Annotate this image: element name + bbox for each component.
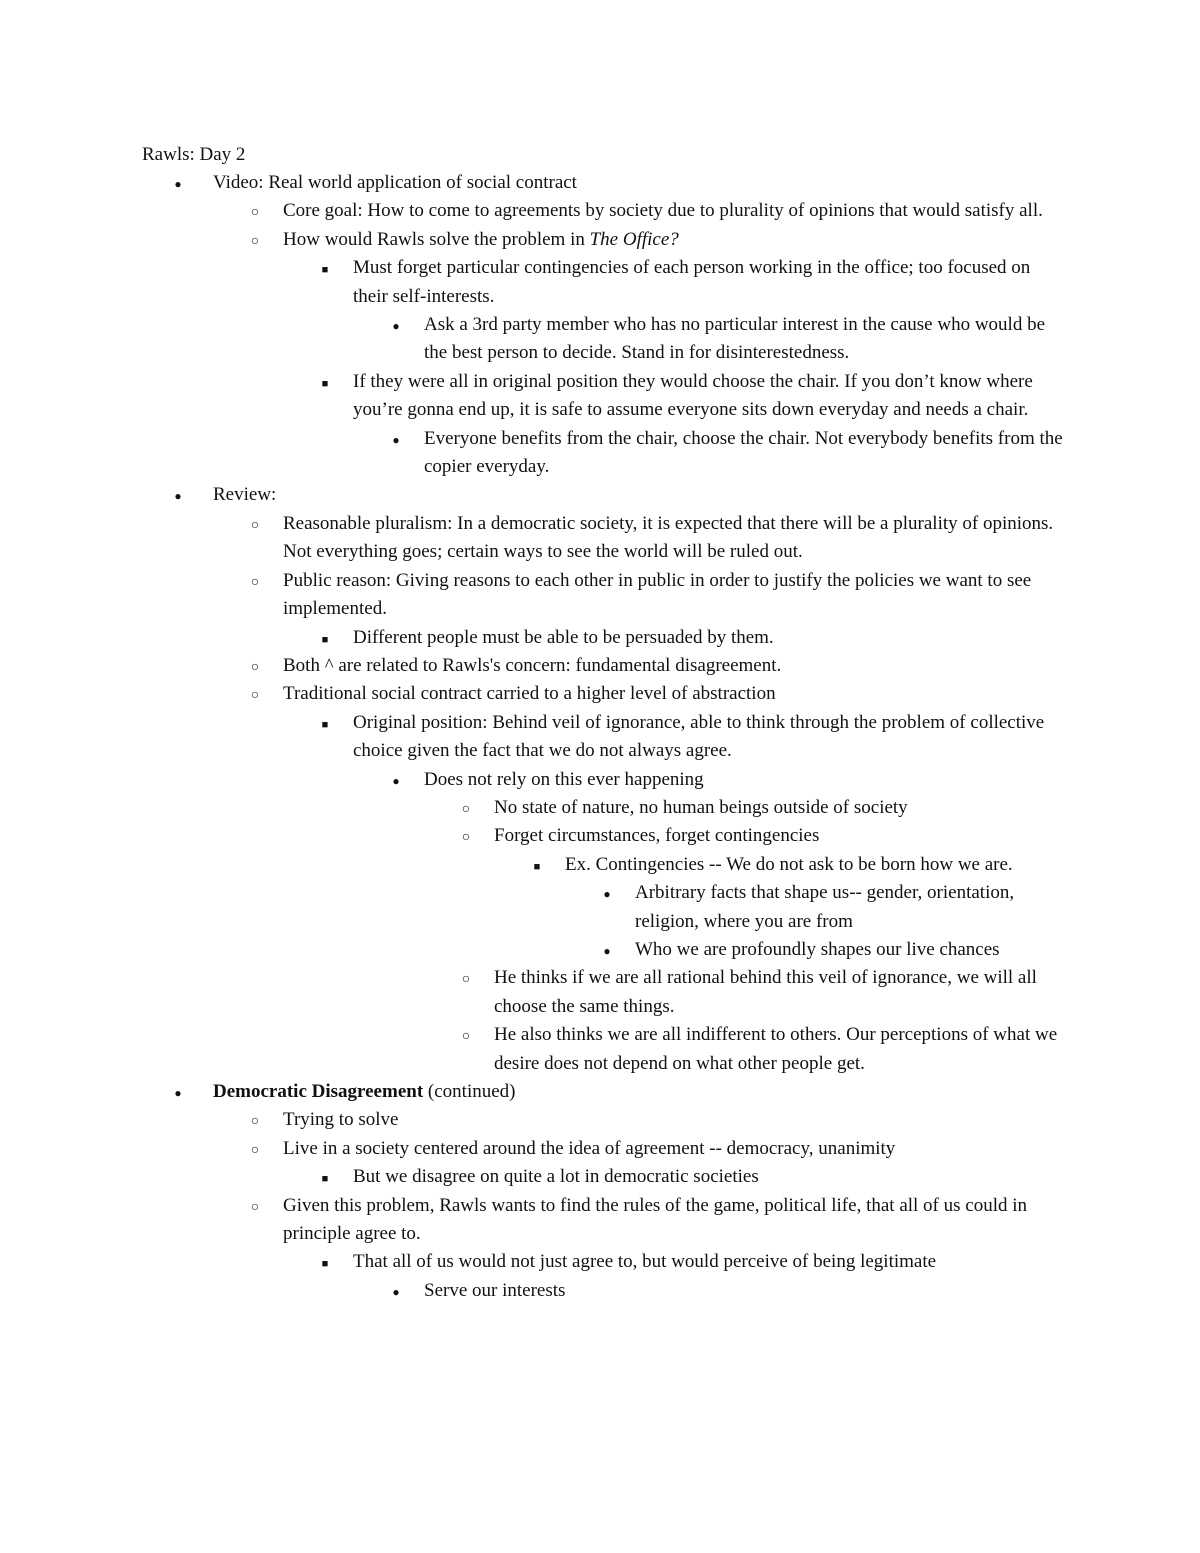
page-title: Rawls: Day 2 xyxy=(142,144,246,165)
list-item-text: (continued) xyxy=(423,1081,516,1102)
list-item: ■ Ex. Contingencies -- We do not ask to be born how we are. xyxy=(0,851,1200,879)
section-heading: Democratic Disagreement xyxy=(213,1081,424,1102)
list-item: ○ Reasonable pluralism: In a democratic society, it is expected that there will be a plurality of opinions. Not everything goes; certain ways to see the world will be ruled out. xyxy=(0,510,1200,567)
hollow-bullet-icon xyxy=(245,197,265,227)
list-item: ■ If they were all in original position they would choose the chair. If you don’t know where you’re gonna end up, it is safe to assume everyone sits down everyday and needs a chair. xyxy=(0,368,1200,425)
filled-bullet-icon xyxy=(386,425,406,454)
list-item: ○ Live in a society centered around the idea of agreement -- democracy, unanimity xyxy=(0,1135,1200,1163)
filled-bullet-icon xyxy=(597,936,617,965)
list-item: ● Who we are profoundly shapes our live chances xyxy=(0,936,1200,964)
list-item: ○ He also thinks we are all indifferent to others. Our perceptions of what we desire does not depend on what other people get. xyxy=(0,1021,1200,1078)
hollow-bullet-icon xyxy=(456,964,476,994)
list-item: ● Video: Real world application of social contract xyxy=(0,169,1200,197)
list-item: ○ He thinks if we are all rational behind this veil of ignorance, we will all choose the same things. xyxy=(0,964,1200,1021)
list-item: ● Everyone benefits from the chair, choose the chair. Not everybody benefits from the copier everyday. xyxy=(0,425,1200,482)
italic-title-text: The Office? xyxy=(589,228,679,250)
list-item: ○ Given this problem, Rawls wants to find the rules of the game, political life, that all of us could in principle agree to. xyxy=(0,1192,1200,1249)
list-item: ■ Different people must be able to be persuaded by them. xyxy=(0,624,1200,652)
list-item: ■ But we disagree on quite a lot in democratic societies xyxy=(0,1163,1200,1191)
hollow-bullet-icon xyxy=(245,1135,265,1165)
list-item: ● Does not rely on this ever happening xyxy=(0,766,1200,794)
list-item: ○ Traditional social contract carried to a higher level of abstraction xyxy=(0,680,1200,708)
list-item: ● Review: xyxy=(0,481,1200,509)
square-bullet-icon xyxy=(315,1248,335,1278)
square-bullet-icon xyxy=(315,254,335,284)
square-bullet-icon xyxy=(527,851,547,881)
list-item: ○ No state of nature, no human beings outside of society xyxy=(0,794,1200,822)
list-item: ■ That all of us would not just agree to, but would perceive of being legitimate xyxy=(0,1248,1200,1276)
list-item: ○ Both ^ are related to Rawls's concern: fundamental disagreement. xyxy=(0,652,1200,680)
hollow-bullet-icon xyxy=(245,652,265,682)
hollow-bullet-icon xyxy=(456,794,476,824)
filled-bullet-icon xyxy=(386,1277,406,1306)
filled-bullet-icon xyxy=(386,766,406,795)
list-item xyxy=(0,1078,1200,1106)
hollow-bullet-icon xyxy=(245,567,265,597)
list-item: ○ Public reason: Giving reasons to each other in public in order to justify the policies we want to see implemented. xyxy=(0,567,1200,624)
list-item: ● Serve our interests xyxy=(0,1277,1200,1305)
hollow-bullet-icon xyxy=(245,510,265,540)
list-item xyxy=(0,226,1200,254)
list-item: ○ Forget circumstances, forget contingencies xyxy=(0,822,1200,850)
hollow-bullet-icon xyxy=(245,226,265,256)
hollow-bullet-icon xyxy=(245,1192,265,1222)
square-bullet-icon xyxy=(315,709,335,739)
square-bullet-icon xyxy=(315,368,335,398)
list-item: ● Ask a 3rd party member who has no particular interest in the cause who would be the best person to decide. Stand in for disinterestedness. xyxy=(0,311,1200,368)
filled-bullet-icon xyxy=(168,169,188,198)
filled-bullet-icon xyxy=(168,1078,188,1107)
list-item: ○ Trying to solve xyxy=(0,1106,1200,1134)
square-bullet-icon xyxy=(315,1163,335,1193)
hollow-bullet-icon xyxy=(456,1021,476,1051)
hollow-bullet-icon xyxy=(245,680,265,710)
list-item: ● Arbitrary facts that shape us-- gender, orientation, religion, where you are from xyxy=(0,879,1200,936)
hollow-bullet-icon xyxy=(456,822,476,852)
list-item: ■ Must forget particular contingencies of each person working in the office; too focused on their self-interests. xyxy=(0,254,1200,311)
list-item-text: How would Rawls solve the problem in xyxy=(283,228,590,250)
hollow-bullet-icon xyxy=(245,1106,265,1136)
list-item: ○ Core goal: How to come to agreements by society due to plurality of opinions that would satisfy all. xyxy=(0,197,1200,225)
notes-outline xyxy=(0,169,1200,1305)
filled-bullet-icon xyxy=(168,481,188,510)
filled-bullet-icon xyxy=(386,311,406,340)
square-bullet-icon xyxy=(315,624,335,654)
list-item: ■ Original position: Behind veil of ignorance, able to think through the problem of collective choice given the fact that we do not always agree. xyxy=(0,709,1200,766)
filled-bullet-icon xyxy=(597,879,617,908)
